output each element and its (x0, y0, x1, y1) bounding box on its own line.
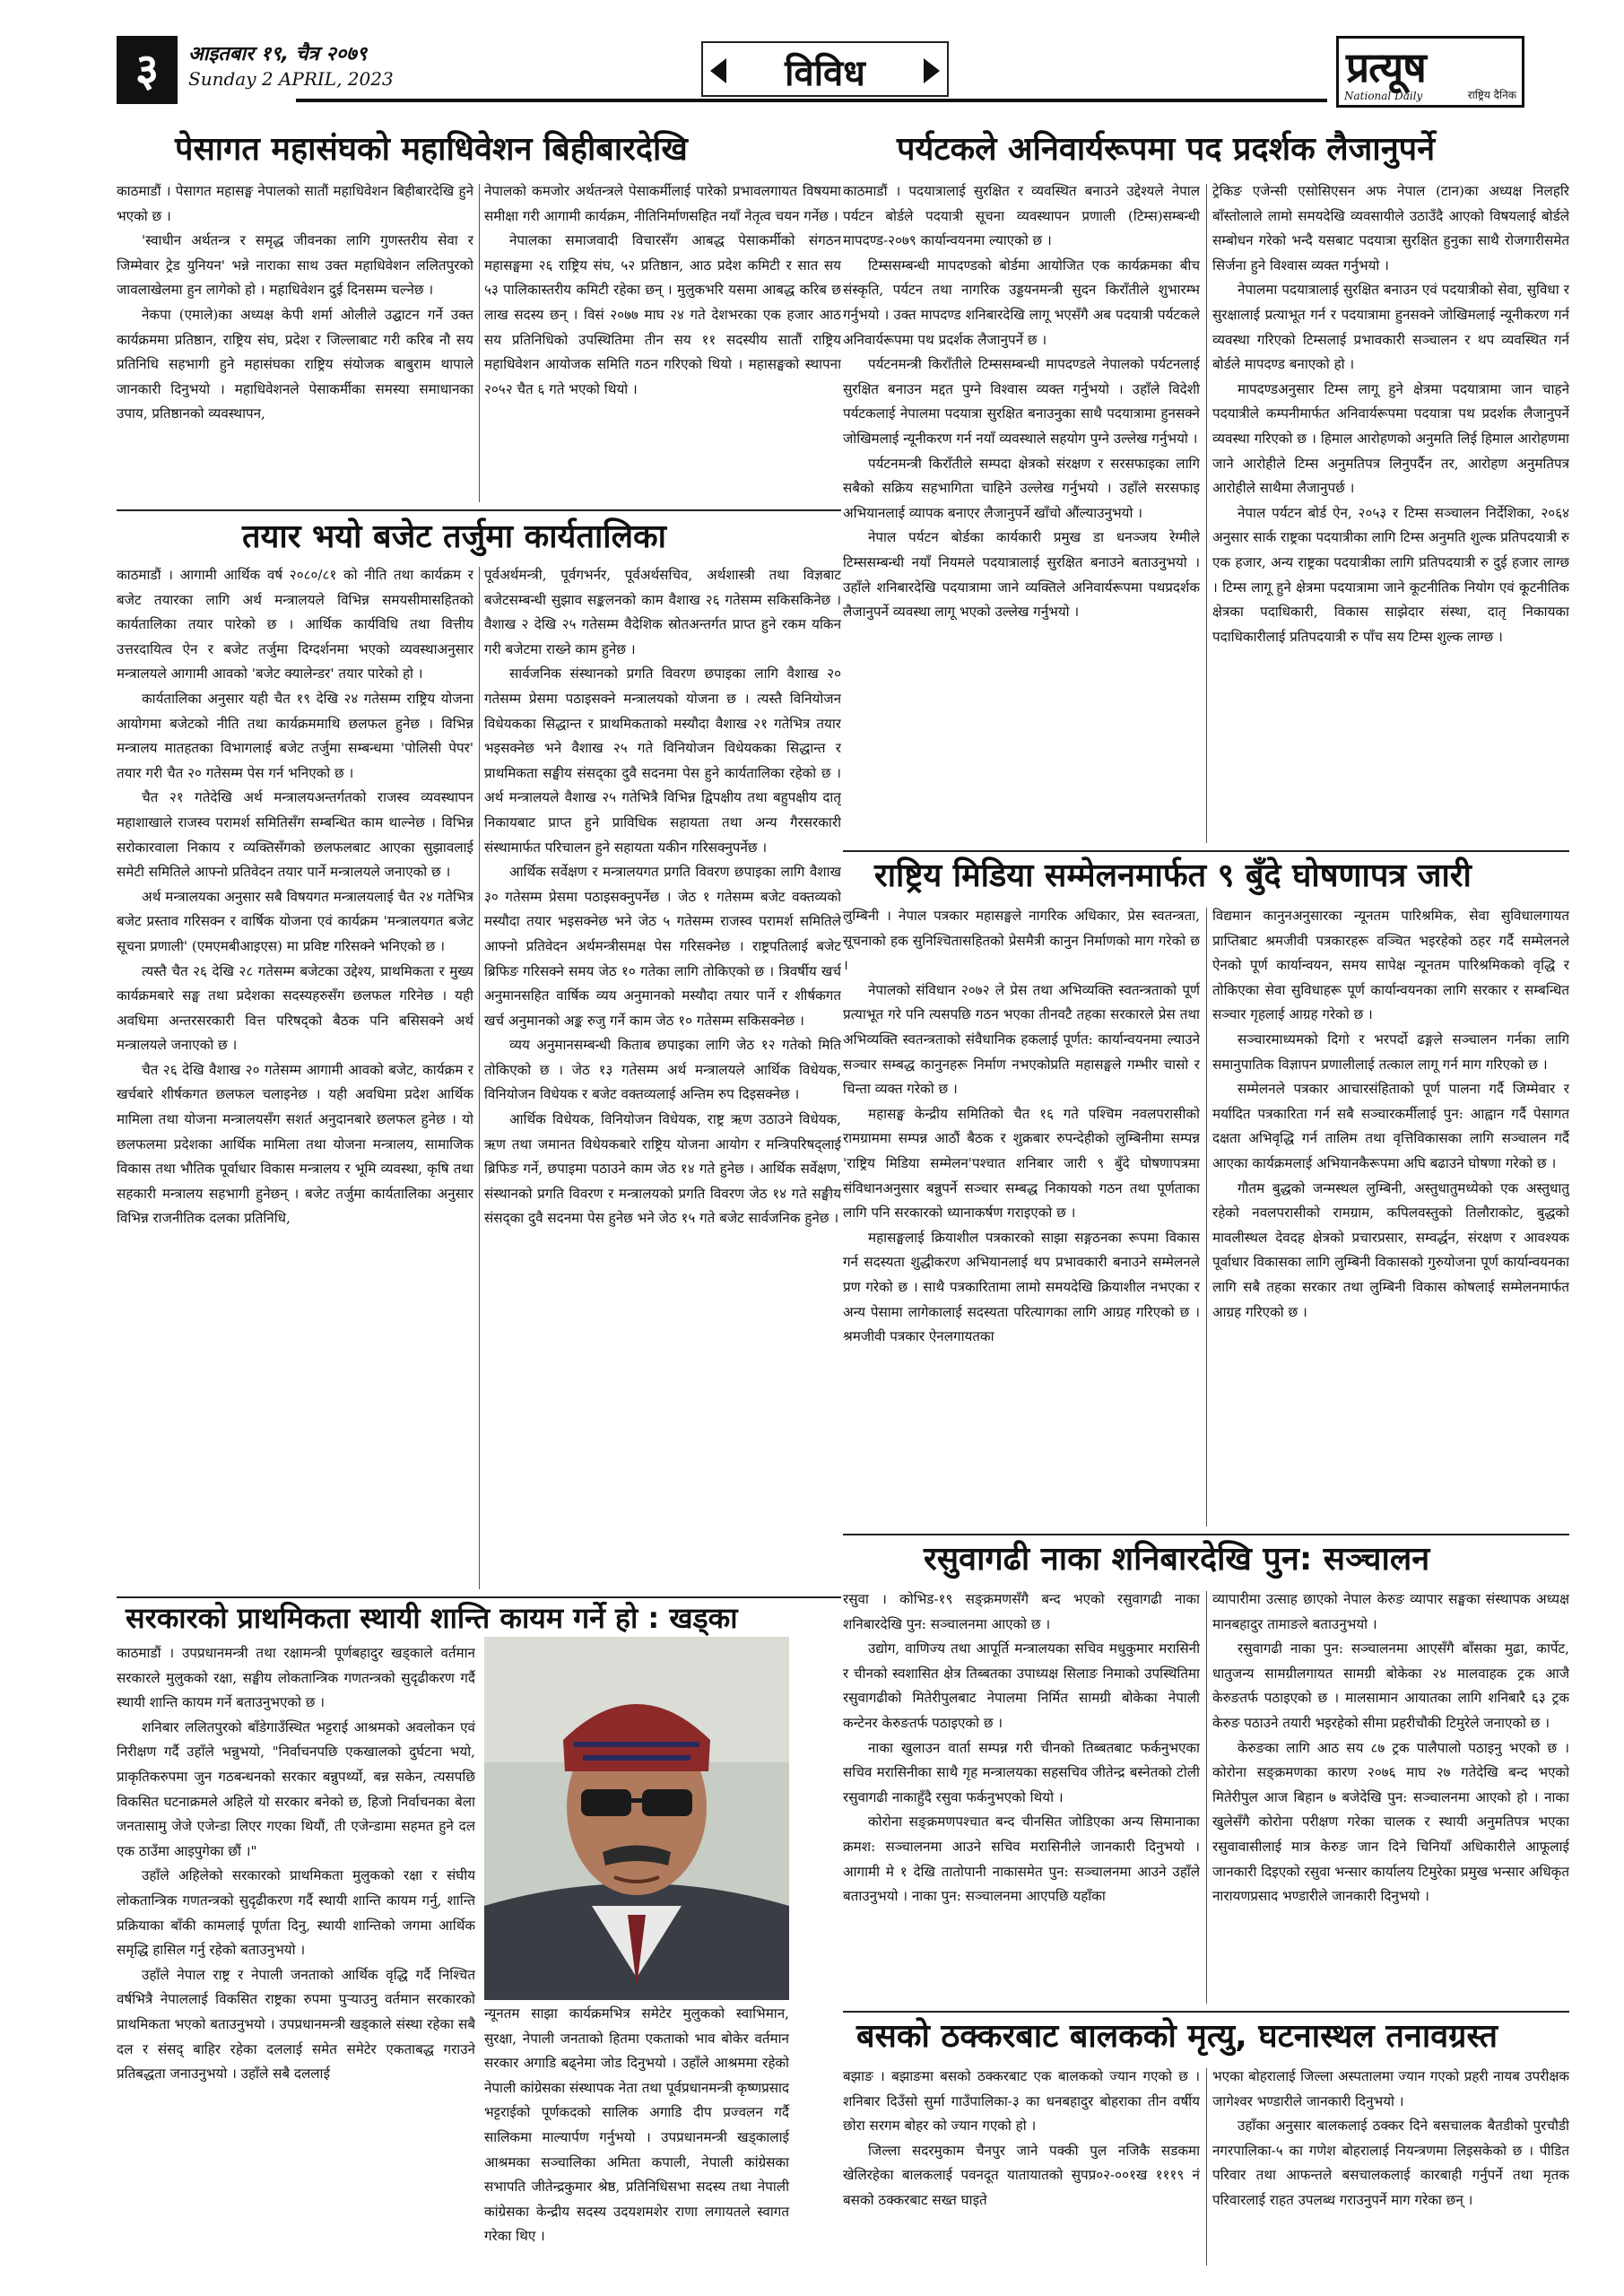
article-paragraph: चैत २१ गतेदेखि अर्थ मन्त्रालयअन्तर्गतको राजस्व व्यवस्थापन महाशाखाले राजस्व परामर्श समितिसँग सम्बन्धित काम थाल्नेछ । विभिन्न सरोकारवाला निकाय र व्यक्तिसँगको छलफलबाट आएका सुझावलाई समेटी समितिले आफ्नो प्रतिवेदन तयार पार्ने मन्त्रालयले जनाएको छ । (117, 789, 473, 881)
article-bus-col2 (1212, 2065, 1569, 2271)
arrow-left-icon (710, 58, 726, 83)
article-khadka-col1 (117, 1641, 475, 2260)
article-paragraph: पर्यटनमन्त्री किराँतीले टिम्ससम्बन्धी मापदण्डले नेपालको पर्यटनलाई सुरक्षित बनाउन मद्दत पुग्ने विश्वास व्यक्त गर्नुभयो । उहाँले विदेशी पर्यटकलाई नेपालमा पदयात्रा सुरक्षित बनाउनुका साथै पदयात्रामा हुनसक्ने जोखिमलाई न्यूनीकरण गर्न नयाँ व्यवस्थाले सहयोग पुग्ने उल्लेख गर्नुभयो । (843, 356, 1200, 447)
column-divider (1206, 184, 1207, 843)
article-paragraph: जिल्ला सदरमुकाम चैनपुर जाने पक्की पुल नजिकै सडकमा खेलिरहेका बालकलाई पवनदूत यातायातको सुपप्र०२-००१ख १११९ नं बसको ठक्करबाट सख्त घाइते (843, 2142, 1200, 2208)
article-paragraph: गौतम बुद्धको जन्मस्थल लुम्बिनी, अस्तुधातुमध्येको एक अस्तुधातु रहेको नवलपरासीको रामग्राम, कपिलवस्तुको तिलौराकोट, बुद्धको मावलीस्थल देवदह क्षेत्रको प्रचारप्रसार, सम्वर्द्धन, संरक्षण र आवश्यक पूर्वाधार विकासका लागि लुम्बिनी विकासको गुरुयोजना पूर्ण कार्यान्वयनका लागि सबै तहका सरकार तथा लुम्बिनी विकास कोषलाई सम्मेलनमार्फत आग्रह गरिएको छ । (1212, 1179, 1569, 1320)
article-tourism-col1 (843, 179, 1200, 848)
headline-tourism: पर्यटकले अनिवार्यरूपमा पद प्रदर्शक लैजानुपर्ने (897, 131, 1436, 168)
article-paragraph: रसुवागढी नाका पुन: सञ्चालनमा आएसँगै बाँसका मुढा, कार्पेट, धातुजन्य सामग्रीलगायत सामग्री बोकेका २४ मालवाहक ट्रक आजै केरुङतर्फ पठाइएको छ । मालसामान आयातका लागि शनिबारै ६३ ट्रक केरुङ पठाउने तयारी भइरहेको सीमा प्रहरीचौकी टिमुरेले जनाएको छ । (1212, 1640, 1569, 1731)
article-paragraph: उद्योग, वाणिज्य तथा आपूर्ति मन्त्रालयका सचिव मधुकुमार मरासिनी र चीनको स्वशासित क्षेत्र तिब्बतका उपाध्यक्ष सिलाङ निमाको उपस्थितिमा रसुवागढीको मितेरीपुलबाट नेपालमा निर्मित सामग्री बोकेका नेपाली कन्टेनर केरुङतर्फ पठाइएको छ । (843, 1640, 1200, 1731)
article-tourism-col2 (1212, 179, 1569, 848)
article-paragraph: उहाँका अनुसार बालकलाई ठक्कर दिने बसचालक बैतडीको पुरचौडी नगरपालिका-५ का गणेश बोहरालाई नियन्त्रणमा लिइसकेको छ । पीडित परिवार तथा आफन्तले बसचालकलाई कारबाही गर्नुपर्ने तथा मृतक परिवारलाई राहत उपलब्ध गराउनुपर्ने माग गरेका छन् । (1212, 2118, 1569, 2208)
article-paragraph: काठमाडौं । पेसागत महासङ्घ नेपालको सातौं महाधिवेशन बिहीबारदेखि हुने भएको छ । (117, 183, 473, 224)
photo-caption: न्यूनतम साझा कार्यक्रमभित्र समेटेर मुलुकको स्वाभिमान, सुरक्षा, नेपाली जनताको हितमा एकताको भाव बोकेर वर्तमान सरकार अगाडि बढ्नेमा जोड दिनुभयो । उहाँले आश्रममा रहेको नेपाली कांग्रेसका संस्थापक नेता तथा पूर्वप्रधानमन्त्री कृष्णप्रसाद भट्टराईको पूर्णकदको सालिक अगाडि दीप प्रज्वलन गर्दै सालिकमा माल्यार्पण गर्नुभयो । उपप्रधानमन्त्री खड्कालाई आश्रमका सञ्चालिका अमिता कपाली, नेपाली कांग्रेसका सभापति जीतेन्द्रकुमार श्रेष्ठ, प्रतिनिधिसभा सदस्य तथा नेपाली कांग्रेसका केन्द्रीय सदस्य उदयशमशेर राणा लगायतले स्वागत गरेका थिए । (484, 2005, 789, 2245)
column-divider (1206, 2068, 1207, 2266)
section-title-box (701, 41, 949, 97)
article-paragraph: बझाङ । बझाङमा बसको ठक्करबाट एक बालकको ज्यान गएको छ । शनिबार दिउँसो सुर्मा गाउँपालिका-३ का धनबहादुर बोहराका तीन वर्षीय छोरा सरगम बोहर को ज्यान गएको हो । (843, 2068, 1200, 2135)
article-paragraph: नेपाल पर्यटन बोर्ड ऐन, २०५३ र टिम्स सञ्चालन निर्देशिका, २०६४ अनुसार सार्क राष्ट्रका पदयात्रीका लागि टिम्स अनुमति शुल्क प्रतिपदयात्री रु एक हजार, अन्य राष्ट्रका पदयात्रीका लागि प्रतिपदयात्री रु दुई हजार लाग्छ । टिम्स लागू हुने क्षेत्रमा पदयात्रामा जाने कूटनीतिक नियोग एवं कूटनीतिक क्षेत्रका पदाधिकारी, विकास साझेदार संस्था, दातृ निकायका पदाधिकारीलाई प्रतिपदयात्री रु पाँच सय टिम्स शुल्क लाग्छ । (1212, 504, 1569, 645)
section-title: विविध (785, 53, 865, 94)
article-paragraph: सञ्चारमाध्यमको दिगो र भरपर्दो ढङ्गले सञ्चालन गर्नका लागि समानुपातिक विज्ञापन प्रणालीलाई तत्काल लागू गर्न माग गरिएको छ । (1212, 1031, 1569, 1073)
article-paragraph: पूर्वअर्थमन्त्री, पूर्वगभर्नर, पूर्वअर्थसचिव, अर्थशास्त्री तथा विज्ञबाट बजेटसम्बन्धी सुझाव सङ्कलनको काम वैशाख २६ गतेसम्म सकिसकिनेछ । वैशाख २ देखि २५ गतेसम्म वैदेशिक स्रोतअन्तर्गत प्राप्त हुने रकम यकिन गरी बजेटमा राख्ने काम हुनेछ । (484, 567, 841, 657)
article-budget-col2 (484, 563, 841, 1595)
logo-tagline-nepali: राष्ट्रिय दैनिक (1467, 89, 1516, 101)
article-paragraph: 'स्वाधीन अर्थतन्त्र र समृद्ध जीवनका लागि गुणस्तरीय सेवा र जिम्मेवार ट्रेड युनियन' भन्ने नाराका साथ उक्त महाधिवेशन ललितपुरको जावलाखेलमा हुन लागेको हो । महाधिवेशन दुई दिनसम्म चल्नेछ । (117, 232, 473, 299)
article-paragraph: पर्यटनमन्त्री किराँतीले सम्पदा क्षेत्रको संरक्षण र सरसफाइका लागि सबैको सक्रिय सहभागिता चाहिने उल्लेख गर्नुभयो । उहाँले सरसफाइ अभियानलाई व्यापक बनाएर लैजानुपर्ने खाँचो औंल्याउनुभयो । (843, 455, 1200, 521)
article-paragraph: सार्वजनिक संस्थानको प्रगति विवरण छपाइका लागि वैशाख २० गतेसम्म प्रेसमा पठाइसक्ने मन्त्रालयको योजना छ । त्यस्तै विनियोजन विधेयकका सिद्धान्त र प्राथमिकताको मस्यौदा वैशाख २१ गतेभित्र तयार भइसक्नेछ भने वैशाख २५ गते विनियोजन विधेयकका सिद्धान्त र प्राथमिकता सङ्घीय संसद्का दुवै सदनमा पेस हुने कार्यतालिका रहेको छ । अर्थ मन्त्रालयले वैशाख २५ गतेभित्रै विभिन्न द्विपक्षीय तथा बहुपक्षीय दातृ निकायबाट प्राप्त हुने प्राविधिक सहायता तथा अन्य गैरसरकारी संस्थामार्फत परिचालन हुने सहायता यकीन गरिसक्नुपर्नेछ । (484, 665, 841, 856)
headline-bus: बसको ठक्करबाट बालकको मृत्यु, घटनास्थल तनावग्रस्त (856, 2018, 1498, 2055)
article-paragraph: अर्थ मन्त्रालयका अनुसार सबै विषयगत मन्त्रालयलाई चैत २४ गतेभित्र बजेट प्रस्ताव गरिसक्न र वार्षिक योजना एवं कार्यक्रम 'मन्त्रालयगत बजेट सूचना प्रणाली' (एमएमबीआइएस) मा प्रविष्ट गरिसक्ने भनिएको छ । (117, 888, 473, 954)
portrait-illustration (484, 1637, 789, 2000)
article-paragraph: नेपाल पर्यटन बोर्डका कार्यकारी प्रमुख डा धनञ्जय रेग्मीले टिम्ससम्बन्धी नयाँ नियमले पदयात्रालाई सुरक्षित बनाउने बताउनुभयो । उहाँले शनिबारदेखि पदयात्रामा जाने व्यक्तिले अनिवार्यरूपमा पथप्रदर्शक लैजानुपर्ने व्यवस्था लागू भएको उल्लेख गर्नुभयो । (843, 529, 1200, 621)
article-paragraph: व्यय अनुमानसम्बन्धी किताब छपाइका लागि जेठ १२ गतेको मिति तोकिएको छ । जेठ १३ गतेसम्म अर्थ मन्त्रालयले आर्थिक विधेयक, विनियोजन विधेयक र बजेट वक्तव्यलाई अन्तिम रुप दिइसक्नेछ । (484, 1037, 841, 1103)
column-divider (1206, 908, 1207, 1526)
article-paragraph: त्यस्तै चैत २६ देखि २८ गतेसम्म बजेटका उद्देश्य, प्राथमिकता र मुख्य कार्यक्रमबारे सङ्घ तथा प्रदेशका सदस्यहरुसँग छलफल गरिनेछ । यही अवधिमा अन्तरसरकारी वित्त परिषद्को बैठक पनि बसिसक्ने अर्थ मन्त्रालयले जनाएको छ । (117, 962, 473, 1054)
article-paragraph: काठमाडौं । आगामी आर्थिक वर्ष २०८०/८१ को नीति तथा कार्यक्रम र बजेट तयारका लागि अर्थ मन्त्रालयले विभिन्न समयसीमासहितको कार्यतालिका तयार पारेको छ । आर्थिक कार्यविधि तथा वित्तीय उत्तरदायित्व ऐन र बजेट तर्जुमा दिग्दर्शनमा भएको व्यवस्थाअनुसार मन्त्रालयले आगामी आवको 'बजेट क्यालेन्डर' तयार पारेको हो । (117, 567, 473, 683)
article-paragraph: लुम्बिनी । नेपाल पत्रकार महासङ्घले नागरिक अधिकार, प्रेस स्वतन्त्रता, सूचनाको हक सुनिश्चितासहितको प्रेसमैत्री कानुन निर्माणको माग गरेको छ । (843, 908, 1200, 974)
article-paragraph: महासङ्घलाई क्रियाशील पत्रकारको साझा सङ्गठनका रूपमा विकास गर्न सदस्यता शुद्धीकरण अभियानलाई थप प्रभावकारी बनाउने सम्मेलनले प्रण गरेको छ । साथै पत्रकारितामा लामो समयदेखि क्रियाशील नभएका र अन्य पेसामा लागेकालाई सदस्यता परित्यागका लागि आग्रह गरिएको छ । श्रमजीवी पत्रकार ऐनलगायतका (843, 1229, 1200, 1345)
article-media-col1 (843, 904, 1200, 1532)
article-paragraph: नाका खुलाउन वार्ता सम्पन्न गरी चीनको तिब्बतबाट फर्कनुभएका सचिव मरासिनीका साथै गृह मन्त्रालयका सहसचिव जीतेन्द्र बस्नेतको टोली रसुवागढी नाकाहुँदै रसुवा फर्कनुभएको थियो । (843, 1739, 1200, 1805)
article-paragraph: उहाँले नेपाल राष्ट्र र नेपाली जनताको आर्थिक वृद्धि गर्दै निश्चित वर्षभित्रै नेपाललाई विकसित राष्ट्रका रुपमा पुर्‍याउनु वर्तमान सरकारको प्राथमिकता भएको बताउनुभयो । उपप्रधानमन्त्री खड्काले संस्था रहेका सबै दल र संसद् बाहिर रहेका दललाई समेत समेटेर एकताबद्ध गराउने प्रतिबद्धता जनाउनुभयो । उहाँले सबै दललाई (117, 1966, 475, 2083)
article-separator (117, 509, 841, 511)
article-paragraph: केरुङका लागि आठ सय ८७ ट्रक पालैपालो पठाइनु भएको छ । कोरोना सङ्क्रमणका कारण २०७६ माघ २७ गतेदेखि बन्द भएको मितेरीपुल आज बिहान ७ बजेदेखि पुन: सञ्चालनमा आएको हो । नाका खुलेसँगै कोरोना परीक्षण गरेका चालक र स्थायी अनुमतिपत्र भएका रसुवावासीलाई मात्र केरुङ जान दिने चिनियाँ अधिकारीले आफूलाई जानकारी दिइएको रसुवा भन्सार कार्यालय टिमुरेका प्रमुख भन्सार अधिकृत नारायणप्रसाद भण्डारीले जानकारी दिनुभयो । (1212, 1739, 1569, 1905)
headline-pesagat: पेसागत महासंघको महाधिवेशन बिहीबारदेखि (175, 131, 688, 168)
article-paragraph: रसुवा । कोभिड-१९ सङ्क्रमणसँगै बन्द भएको रसुवागढी नाका शनिबारदेखि पुन: सञ्चालनमा आएको छ । (843, 1591, 1200, 1632)
newspaper-logo (1336, 36, 1524, 108)
column-divider (479, 567, 480, 1589)
arrow-right-icon (924, 58, 940, 83)
article-paragraph: ट्रेकिङ एजेन्सी एसोसिएसन अफ नेपाल (टान)का अध्यक्ष निलहरि बाँस्तोलाले लामो समयदेखि व्यवसायीले उठाउँदै आएको विषयलाई बोर्डले सम्बोधन गरेको भन्दै यसबाट पदयात्रा सुरक्षित हुनुका साथै रोजगारीसमेत सिर्जना हुने विश्वास व्यक्त गर्नुभयो । (1212, 183, 1569, 274)
article-paragraph: नेपालमा पदयात्रालाई सुरक्षित बनाउन एवं पदयात्रीको सेवा, सुविधा र सुरक्षालाई प्रत्याभूत गर्न र पदयात्रामा हुनसक्ने जोखिमलाई न्यूनीकरण गर्न व्यवस्था गरिएको टिम्सलाई प्रभावकारी सञ्चालन र थप व्यवस्थित गर्न बोर्डले मापदण्ड बनाएको हो । (1212, 282, 1569, 373)
headline-media: राष्ट्रिय मिडिया सम्मेलनमार्फत ९ बुँदे घोषणापत्र जारी (874, 857, 1472, 894)
article-paragraph: काठमाडौं । उपप्रधानमन्त्री तथा रक्षामन्त्री पूर्णबहादुर खड्काले वर्तमान सरकारले मुलुकको रक्षा, सङ्घीय लोकतान्त्रिक गणतन्त्रको सुदृढीकरण गर्दै स्थायी शान्ति कायम गर्ने बताउनुभएको छ । (117, 1645, 475, 1711)
column-divider (479, 184, 480, 502)
headline-khadka: सरकारको प्राथमिकता स्थायी शान्ति कायम गर्ने हो : खड्का (126, 1601, 738, 1635)
article-paragraph: टिम्ससम्बन्धी मापदण्डको बोर्डमा आयोजित एक कार्यक्रमका बीच संस्कृति, पर्यटन तथा नागरिक उड्डयनमन्त्री सुदन किराँतीले शुभारम्भ गर्नुभयो । उक्त मापदण्ड शनिबारदेखि लागू भएसँगै अब पदयात्री पर्यटकले अनिवार्यरूपमा पथ प्रदर्शक लैजानुपर्ने छ । (843, 257, 1200, 348)
article-paragraph: उहाँले अहिलेको सरकारको प्राथमिकता मुलुकको रक्षा र संघीय लोकतान्त्रिक गणतन्त्रको सुदृढीकरण गर्दै स्थायी शान्ति कायम गर्नु, शान्ति प्रक्रियाका बाँकी कामलाई पूर्णता दिनु, स्थायी शान्तिको जगमा आर्थिक समृद्धि हासिल गर्नु रहेको बताउनुभयो । (117, 1867, 475, 1959)
article-paragraph: सम्मेलनले पत्रकार आचारसंहिताको पूर्ण पालना गर्दै जिम्मेवार र मर्यादित पत्रकारिता गर्न सबै सञ्चारकर्मीलाई पुन: आह्वान गर्दै पेसागत दक्षता अभिवृद्धि गर्न तालिम तथा वृत्तिविकासका लागि सञ्चालन गर्दै आएका कार्यक्रमलाई अभियानकैरूपमा अघि बढाउने घोषणा गरेको छ । (1212, 1081, 1569, 1171)
article-rasuwa-col2 (1212, 1587, 1569, 2009)
headline-rasuwa: रसुवागढी नाका शनिबारदेखि पुन: सञ्चालन (924, 1541, 1430, 1578)
article-paragraph: आर्थिक विधेयक, विनियोजन विधेयक, राष्ट्र ऋण उठाउने विधेयक, ऋण तथा जमानत विधेयकबारे राष्ट्रिय योजना आयोग र मन्त्रिपरिषद्लाई ब्रिफिङ गर्ने, छपाइमा पठाउने काम जेठ १४ गते हुनेछ । आर्थिक सर्वेक्षण, संस्थानको प्रगति विवरण र मन्त्रालयको प्रगति विवरण जेठ १४ गते सङ्घीय संसद्का दुवै सदनमा पेस हुनेछ भने जेठ १५ गते बजेट सार्वजनिक हुनेछ । (484, 1111, 841, 1227)
article-media-col2 (1212, 904, 1569, 1532)
masthead-rule (296, 99, 1327, 102)
article-paragraph: आर्थिक सर्वेक्षण र मन्त्रालयगत प्रगति विवरण छपाइका लागि वैशाख ३० गतेसम्म प्रेसमा पठाइसक्नुपर्नेछ । जेठ १ गतेसम्म बजेट वक्तव्यको मस्यौदा तयार भइसक्नेछ भने जेठ ५ गतेसम्म राजस्व परामर्श समितिले आफ्नो प्रतिवेदन अर्थमन्त्रीसमक्ष पेस गरिसक्नेछ । राष्ट्रपतिलाई बजेट ब्रिफिङ गरिसक्ने समय जेठ १० गतेका लागि तोकिएको छ । त्रिवर्षीय खर्च अनुमानसहित वार्षिक व्यय अनुमानको मस्यौदा तयार पार्ने र शीर्षकगत खर्च अनुमानको अङ्क रुजु गर्ने काम जेठ १० गतेसम्म सकिसक्नेछ । (484, 864, 841, 1029)
page-number: ३ (117, 36, 178, 104)
masthead (117, 36, 1524, 108)
dateline (188, 39, 394, 90)
article-rasuwa-col1 (843, 1587, 1200, 2009)
date-nepali: आइतबार १९, चैत्र २०७९ (188, 43, 368, 65)
article-paragraph: भएका बोहरालाई जिल्ला अस्पतालमा ज्यान गएको प्रहरी नायब उपरीक्षक जागेश्वर भण्डारीले जानकारी दिनुभयो । (1212, 2068, 1569, 2109)
article-budget-col1 (117, 563, 473, 1595)
logo-tagline-english: National Daily (1344, 90, 1423, 102)
article-paragraph: महासङ्घ केन्द्रीय समितिको चैत १६ गते पश्चिम नवलपरासीको रामग्राममा सम्पन्न आठौं बैठक र शुक्रबार रुपन्देहीको लुम्बिनीमा सम्पन्न 'राष्ट्रिय मिडिया सम्मेलन'पश्चात शनिबार जारी ९ बुँदे घोषणापत्रमा संविधानअनुसार बन्नुपर्ने सञ्चार सम्बद्ध निकायको गठन तथा पूर्णताका लागि पनि सरकारको ध्यानाकर्षण गराइएको छ । (843, 1105, 1200, 1222)
article-paragraph: नेपालको संविधान २०७२ ले प्रेस तथा अभिव्यक्ति स्वतन्त्रताको पूर्ण प्रत्याभूत गरे पनि त्यसपछि गठन भएका तीनवटै तहका सरकारले प्रेस तथा अभिव्यक्ति स्वतन्त्रताको संवैधानिक हकलाई पूर्णत: कार्यान्वयनमा ल्याउने सञ्चार सम्बद्ध कानुनहरू निर्माण नभएकोप्रति महासङ्घले गम्भीर चासो र चिन्ता व्यक्त गरेको छ । (843, 981, 1200, 1098)
article-paragraph: नेपालका समाजवादी विचारसँग आबद्ध पेसाकर्मीको संगठन महासङ्घमा २६ राष्ट्रिय संघ, ५२ प्रतिष्ठान, आठ प्रदेश कमिटी र सात सय ५३ पालिकास्तरीय कमिटी रहेका छन् । मुलुकभरि यसमा आबद्ध करिब छ लाख सदस्य छन् । विसं २०७७ माघ २४ गते देशभरका एक हजार आठ सय प्रतिनिधिको उपस्थितिमा तीन सय ११ सदस्यीय सातौं राष्ट्रिय महाधिवेशन आयोजक समिति गठन गरिएको थियो । महासङ्घको स्थापना २०५२ चैत ६ गते भएको थियो । (484, 232, 841, 397)
article-bus-col1 (843, 2065, 1200, 2271)
article-paragraph: काठमाडौं । पदयात्रालाई सुरक्षित र व्यवस्थित बनाउने उद्देश्यले नेपाल पर्यटन बोर्डले पदयात्री सूचना व्यवस्थापन प्रणाली (टिम्स)सम्बन्धी मापदण्ड-२०७९ कार्यान्वयनमा ल्याएको छ । (843, 183, 1200, 249)
article-paragraph: शनिबार ललितपुरको बाँडेगाउँस्थित भट्टराई आश्रमको अवलोकन एवं निरीक्षण गर्दै उहाँले भन्नुभयो, "निर्वाचनपछि एकखालको दुर्घटना भयो, प्राकृतिकरुपमा जुन गठबन्धनको सरकार बन्नुपर्थ्यो, बन्न सकेन, त्यसपछि विकसित घटनाक्रमले अहिले यो सरकार बनेको छ, हिजो निर्वाचनका बेला जनतासामु जेजे एजेन्डा लिएर गएका थियौं, ती एजेन्डामा सहमत हुने दल एक ठाउँमा आइपुगेका छौं ।" (117, 1718, 475, 1859)
logo-name: प्रत्यूष (1346, 43, 1426, 91)
column-divider (1206, 1591, 1207, 2004)
article-paragraph: व्यापारीमा उत्साह छाएको नेपाल केरुङ व्यापार सङ्घका संस्थापक अध्यक्ष मानबहादुर तामाङले बताउनुभयो । (1212, 1591, 1569, 1632)
article-pesagat-col2 (484, 179, 841, 507)
article-paragraph: नेपालको कमजोर अर्थतन्त्रले पेसाकर्मीलाई पारेको प्रभावलगायत विषयमा समीक्षा गरी आगामी कार्यक्रम, नीतिनिर्माणसहित नयाँ नेतृत्व चयन गर्नेछ । (484, 183, 841, 224)
article-paragraph: कोरोना सङ्क्रमणपश्चात बन्द चीनसित जोडिएका अन्य सिमानाका क्रमश: सञ्चालनमा आउने सचिव मरासिनीले जानकारी दिनुभयो । आगामी मे १ देखि तातोपानी नाकासमेत पुन: सञ्चालनमा आउने उहाँले बताउनुभयो । नाका पुन: सञ्चालनमा आएपछि यहाँका (843, 1813, 1200, 1905)
article-paragraph: कार्यतालिका अनुसार यही चैत १९ देखि २४ गतेसम्म राष्ट्रिय योजना आयोगमा बजेटको नीति तथा कार्यक्रममाथि छलफल हुनेछ । विभिन्न मन्त्रालय मातहतका विभागलाई बजेट तर्जुमा सम्बन्धमा 'पोलिसी पेपर' तयार गरी चैत २० गतेसम्म पेस गर्न भनिएको छ । (117, 690, 473, 781)
article-pesagat-col1 (117, 179, 473, 507)
article-paragraph: मापदण्डअनुसार टिम्स लागू हुने क्षेत्रमा पदयात्रामा जान चाहने पदयात्रीले कम्पनीमार्फत अनिवार्यरूपमा पदयात्रा पथ प्रदर्शक लैजानुपर्ने व्यवस्था गरिएको छ । हिमाल आरोहणको अनुमति लिई हिमाल आरोहणमा जाने आरोहीले टिम्स अनुमतिपत्र लिनुपर्दैन तर, आरोहण अनुमतिपत्र आरोहीले साथैमा लैजानुपर्छ । (1212, 380, 1569, 497)
date-english: Sunday 2 APRIL, 2023 (188, 68, 394, 90)
article-paragraph: चैत २६ देखि वैशाख २० गतेसम्म आगामी आवको बजेट, कार्यक्रम र खर्चबारे शीर्षकगत छलफल चलाइनेछ । यही अवधिमा प्रदेश आर्थिक मामिला तथा योजना मन्त्रालयसँग सशर्त अनुदानबारे छलफल हुनेछ । यो छलफलमा प्रदेशका आर्थिक मामिला तथा योजना मन्त्रालय, सामाजिक विकास तथा भौतिक पूर्वाधार विकास मन्त्रालय र भूमि व्यवस्था, कृषि तथा सहकारी मन्त्रालय सहभागी हुनेछन् । बजेट तर्जुमा कार्यतालिका अनुसार विभिन्न राजनीतिक दलका प्रतिनिधि, (117, 1061, 473, 1227)
minister-photo (484, 1637, 789, 2000)
headline-budget: तयार भयो बजेट तर्जुमा कार्यतालिका (242, 518, 666, 555)
article-paragraph: नेकपा (एमाले)का अध्यक्ष केपी शर्मा ओलीले उद्घाटन गर्ने उक्त कार्यक्रममा प्रतिष्ठान, राष्ट्रिय संघ, प्रदेश र जिल्लाबाट गरी करिब नौ सय प्रतिनिधि सहभागी हुने महासंघका राष्ट्रिय संयोजक बाबुराम थापाले जानकारी दिनुभयो । महाधिवेशनले पेसाकर्मीका समस्या समाधानका उपाय, प्रतिष्ठानको व्यवस्थापन, (117, 306, 473, 422)
article-paragraph: विद्यमान कानुनअनुसारका न्यूनतम पारिश्रमिक, सेवा सुविधालगायत प्राप्तिबाट श्रमजीवी पत्रकारहरू वञ्चित भइरहेको ठहर गर्दै सम्मेलनले ऐनको पूर्ण कार्यान्वयन, समय सापेक्ष न्यूनतम पारिश्रमिकको वृद्धि र तोकिएका सेवा सुविधाहरू पूर्ण कार्यान्वयनका लागि सरकार र सम्बन्धित सञ्चार गृहलाई आग्रह गरेको छ । (1212, 908, 1569, 1023)
